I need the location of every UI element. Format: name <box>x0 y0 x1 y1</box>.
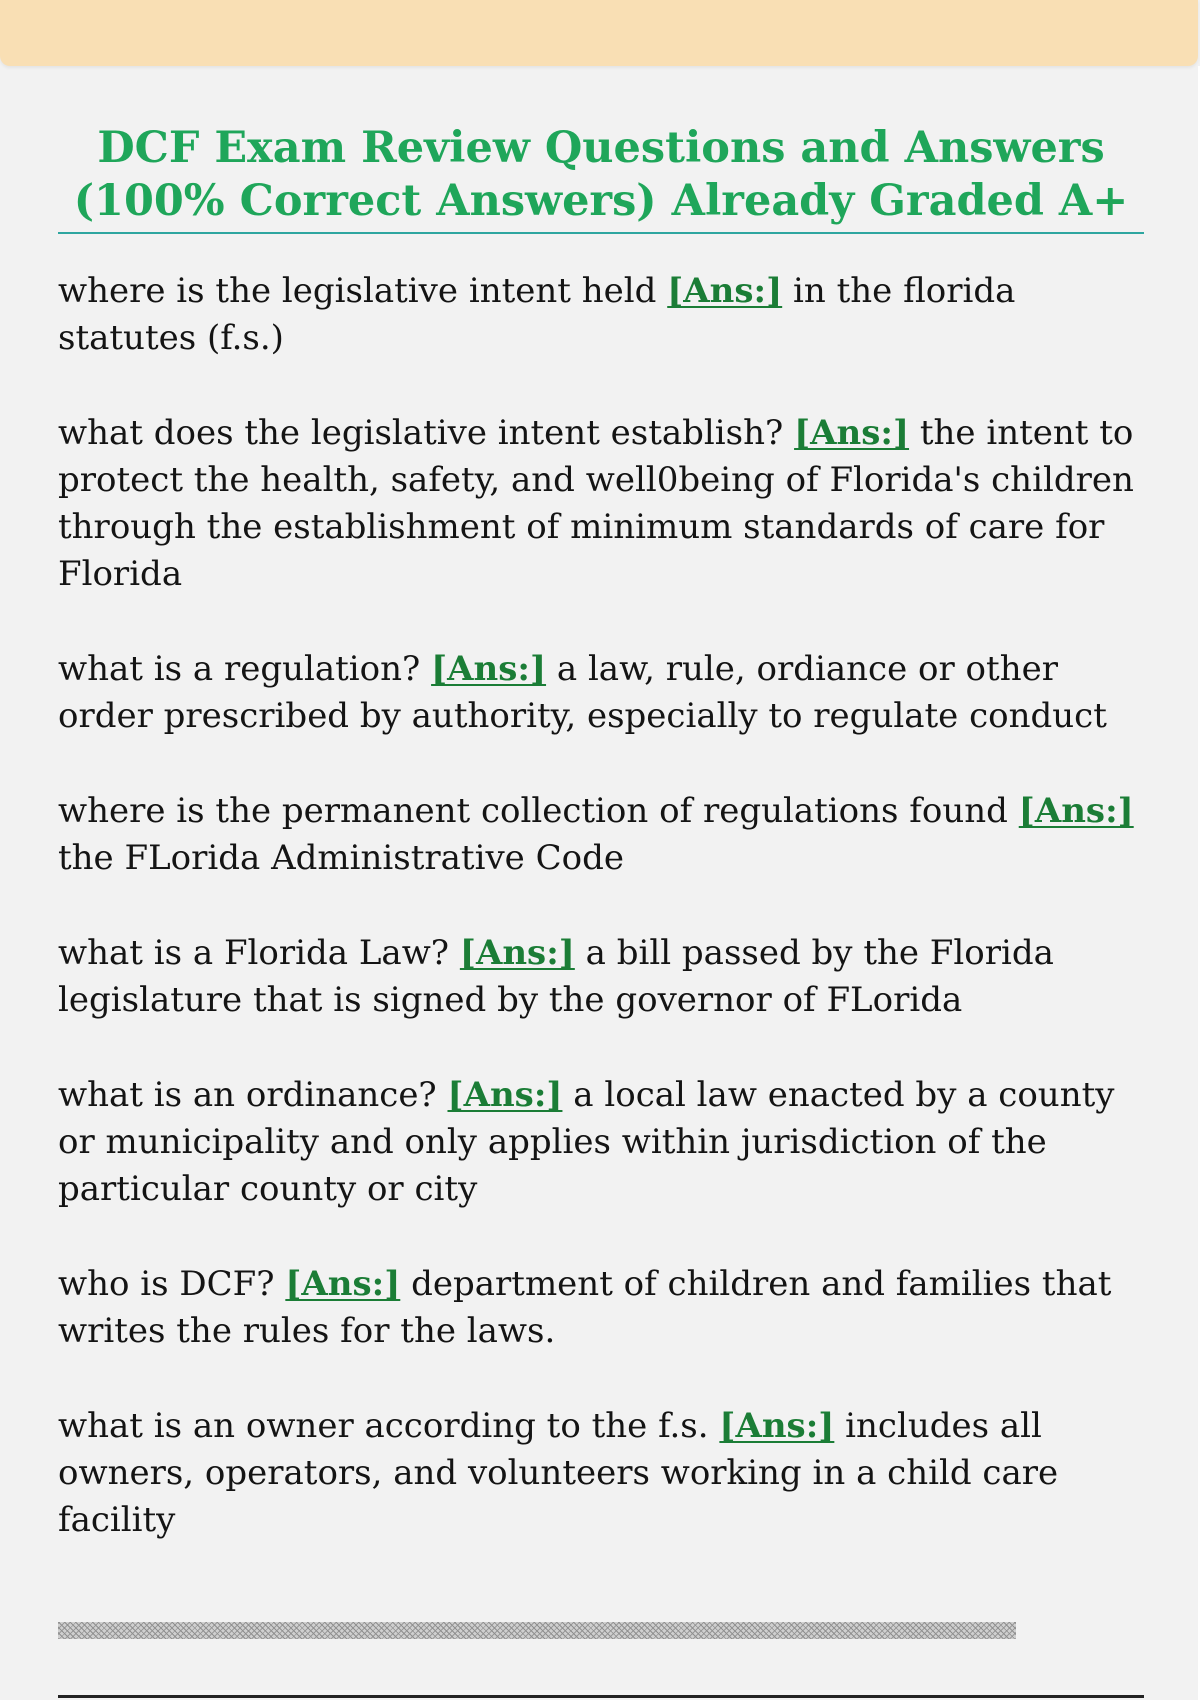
qa-item-5 <box>58 930 1144 1024</box>
question-text: what is a regulation? <box>58 649 421 689</box>
answer-marker[interactable]: [Ans:] <box>1018 791 1134 831</box>
question-text: who is DCF? <box>58 1264 275 1304</box>
question-text: where is the legislative intent held <box>58 271 657 311</box>
answer-text: a local law enacted by a county or municipality and only applies within jurisdiction of the particular county or city <box>58 1075 1115 1209</box>
question-text: what does the legislative intent establish? <box>58 413 784 453</box>
answer-text: department of children and families that writes the rules for the laws. <box>58 1264 1112 1351</box>
answer-text: includes all owners, operators, and volunteers working in a child care facility <box>58 1406 1059 1540</box>
question-text: what is an owner according to the f.s. <box>58 1406 709 1446</box>
hatched-divider <box>58 1622 1016 1639</box>
document-title <box>58 122 1144 234</box>
qa-item-8 <box>58 1403 1144 1544</box>
qa-item-4 <box>58 788 1144 882</box>
answer-marker[interactable]: [Ans:] <box>794 413 910 453</box>
top-banner <box>0 0 1198 66</box>
title-line-1: DCF Exam Review Questions and Answers <box>97 123 1105 173</box>
answer-marker[interactable]: [Ans:] <box>431 649 547 689</box>
answer-marker[interactable]: [Ans:] <box>447 1075 563 1115</box>
answer-text: in the florida statutes (f.s.) <box>58 271 1016 358</box>
question-text: where is the permanent collection of regulations found <box>58 791 1008 831</box>
answer-marker[interactable]: [Ans:] <box>667 271 783 311</box>
qa-item-2 <box>58 410 1144 598</box>
answer-marker[interactable]: [Ans:] <box>719 1406 835 1446</box>
bottom-rule <box>58 1695 1144 1698</box>
qa-item-3 <box>58 646 1144 740</box>
answer-text: the FLorida Administrative Code <box>58 838 624 878</box>
answer-text: a bill passed by the Florida legislature that is signed by the governor of FLorida <box>58 933 1054 1020</box>
answer-marker[interactable]: [Ans:] <box>459 933 575 973</box>
title-line-2: (100% Correct Answers) Already Graded A+ <box>73 176 1129 226</box>
question-text: what is a Florida Law? <box>58 933 450 973</box>
qa-list <box>58 268 1144 1544</box>
answer-text: the intent to protect the health, safety, and well0being of Florida's children through the establishment of minimum standards of care for Florida <box>58 413 1134 594</box>
answer-text: a law, rule, ordiance or other order prescribed by authority, especially to regulate conduct <box>58 649 1107 736</box>
question-text: what is an ordinance? <box>58 1075 437 1115</box>
qa-item-1 <box>58 268 1144 362</box>
answer-marker[interactable]: [Ans:] <box>285 1264 401 1304</box>
qa-item-7 <box>58 1261 1144 1355</box>
qa-item-6 <box>58 1072 1144 1213</box>
document-content <box>58 122 1144 1592</box>
